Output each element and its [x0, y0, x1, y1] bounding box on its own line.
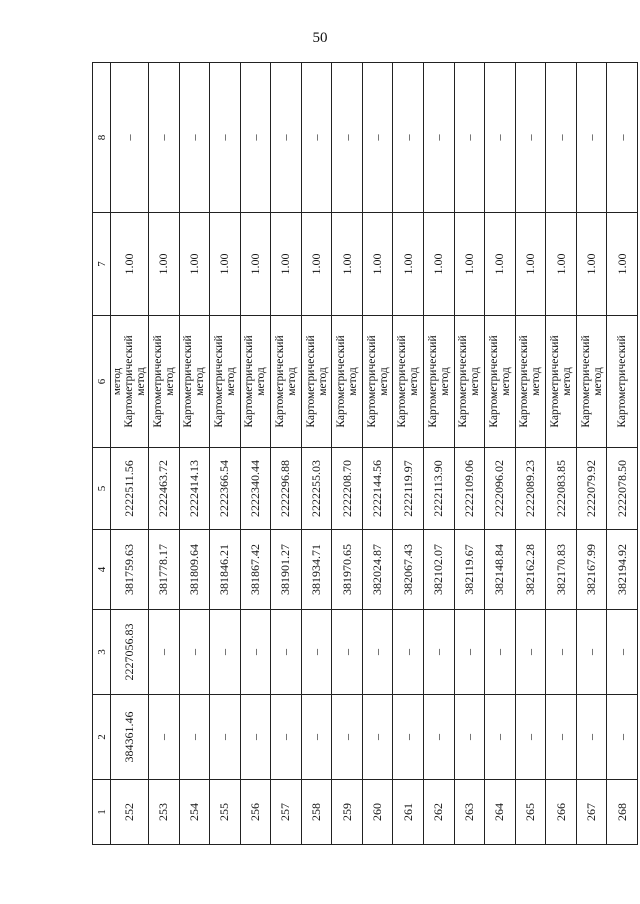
method-text: Картометрический метод [273, 335, 298, 428]
table-cell-y1: – [362, 610, 393, 695]
table-cell-accuracy: 1.00 [148, 213, 179, 316]
table-row [515, 63, 546, 845]
method-text: Картометрический метод [549, 335, 574, 428]
table-cell-n: 265 [515, 780, 546, 845]
table-cell-method [362, 316, 393, 448]
table-cell-note: – [546, 63, 577, 213]
table-cell-method [240, 316, 271, 448]
table-cell-x1: – [332, 695, 363, 780]
method-text: Картометрический метод [457, 335, 482, 428]
table-cell-n: 253 [148, 780, 179, 845]
table-cell-accuracy: 1.00 [210, 213, 241, 316]
table-cell-x: 382148.84 [485, 530, 516, 610]
table-cell-y: 2222083.85 [546, 448, 577, 530]
table-cell-y: 2222366.54 [210, 448, 241, 530]
table-cell-n: 257 [271, 780, 302, 845]
table-cell-x: 382167.99 [576, 530, 607, 610]
coordinates-table [92, 62, 638, 845]
table-cell-accuracy: 1.00 [240, 213, 271, 316]
table-cell-n: 263 [454, 780, 485, 845]
header-cell: 8 [93, 63, 111, 213]
method-text: Картометрический метод [151, 335, 176, 428]
table-cell-method [148, 316, 179, 448]
table-cell-note: – [485, 63, 516, 213]
header-cell: 4 [93, 530, 111, 610]
table-row [424, 63, 455, 845]
table-cell-note: – [576, 63, 607, 213]
table-cell-note: – [240, 63, 271, 213]
table-cell-accuracy: 1.00 [576, 213, 607, 316]
table-cell-y1: – [148, 610, 179, 695]
header-cell: 3 [93, 610, 111, 695]
table-cell-x: 382170.83 [546, 530, 577, 610]
table-cell-y: 2222078.50 [607, 448, 638, 530]
table-cell-x: 381809.64 [179, 530, 210, 610]
table-cell-note: – [393, 63, 424, 213]
table-cell-method [424, 316, 455, 448]
table-cell-n: 256 [240, 780, 271, 845]
table-cell-x: 381778.17 [148, 530, 179, 610]
table-cell-n: 255 [210, 780, 241, 845]
table-cell-x1: – [393, 695, 424, 780]
table-row [111, 63, 149, 845]
table-cell-accuracy: 1.00 [424, 213, 455, 316]
table-cell-n: 267 [576, 780, 607, 845]
table-cell-y: 2222340.44 [240, 448, 271, 530]
table-row [271, 63, 302, 845]
table-cell-y: 2222296.88 [271, 448, 302, 530]
table-row [546, 63, 577, 845]
table-cell-n: 266 [546, 780, 577, 845]
table-cell-x1: – [576, 695, 607, 780]
table-cell-x: 381934.71 [301, 530, 332, 610]
table-cell-n: 252 [111, 780, 149, 845]
table-cell-x: 381867.42 [240, 530, 271, 610]
table-cell-y: 2222144.56 [362, 448, 393, 530]
table-cell-y: 2222255.03 [301, 448, 332, 530]
table-cell-x1: – [515, 695, 546, 780]
table-cell-method [332, 316, 363, 448]
table-cell-y: 2222096.02 [485, 448, 516, 530]
table-cell-x1: – [454, 695, 485, 780]
table-cell-accuracy: 1.00 [485, 213, 516, 316]
table-cell-x: 382119.67 [454, 530, 485, 610]
table-cell-y: 2222463.72 [148, 448, 179, 530]
table-row [576, 63, 607, 845]
table-cell-method [607, 316, 638, 448]
table-cell-note: – [271, 63, 302, 213]
table-cell-y1: – [301, 610, 332, 695]
table-cell-note: – [424, 63, 455, 213]
table-row [362, 63, 393, 845]
table-row [301, 63, 332, 845]
table-cell-x1: – [607, 695, 638, 780]
header-cell: 6 [93, 316, 111, 448]
table-cell-x1: – [424, 695, 455, 780]
table-cell-note: – [179, 63, 210, 213]
table-cell-method [301, 316, 332, 448]
table-cell-note: – [607, 63, 638, 213]
table-cell-x: 382067.43 [393, 530, 424, 610]
table-cell-note: – [148, 63, 179, 213]
table-cell-x: 381970.65 [332, 530, 363, 610]
method-text: Картометрический метод [579, 335, 604, 428]
table-cell-y1: – [607, 610, 638, 695]
method-text: Картометрический метод [426, 335, 451, 428]
table-row [240, 63, 271, 845]
method-text: Картометрический метод [396, 335, 421, 428]
header-cell: 1 [93, 780, 111, 845]
table-cell-note: – [332, 63, 363, 213]
rotated-table-container [92, 63, 638, 845]
table-cell-y: 2222109.06 [454, 448, 485, 530]
method-text: Картометрический [616, 335, 629, 428]
method-text: Картометрический метод [304, 335, 329, 428]
table-cell-accuracy: 1.00 [179, 213, 210, 316]
table-cell-y: 2222113.90 [424, 448, 455, 530]
table-cell-n: 259 [332, 780, 363, 845]
header-cell: 7 [93, 213, 111, 316]
table-cell-accuracy: 1.00 [607, 213, 638, 316]
method-text: Картометрический метод [182, 335, 207, 428]
method-text: Картометрический метод [335, 335, 360, 428]
header-cell: 2 [93, 695, 111, 780]
table-cell-y1: 2227056.83 [111, 610, 149, 695]
table-cell-x1: – [240, 695, 271, 780]
table-row [210, 63, 241, 845]
table-cell-accuracy: 1.00 [332, 213, 363, 316]
table-cell-method [111, 316, 149, 448]
table-cell-x1: – [148, 695, 179, 780]
table-cell-y1: – [332, 610, 363, 695]
table-cell-note: – [515, 63, 546, 213]
table-cell-y: 2222119.97 [393, 448, 424, 530]
table-cell-accuracy: 1.00 [454, 213, 485, 316]
table-cell-method [210, 316, 241, 448]
table-cell-n: 260 [362, 780, 393, 845]
table-cell-method [546, 316, 577, 448]
page-number: 50 [312, 30, 328, 46]
table-row [485, 63, 516, 845]
table-cell-accuracy: 1.00 [301, 213, 332, 316]
table-cell-y1: – [515, 610, 546, 695]
table-row [179, 63, 210, 845]
table-cell-x: 382162.28 [515, 530, 546, 610]
method-text: Картометрический метод [122, 335, 147, 428]
table-cell-x: 382024.87 [362, 530, 393, 610]
table-cell-y1: – [546, 610, 577, 695]
table-cell-x: 381901.27 [271, 530, 302, 610]
table-cell-y1: – [424, 610, 455, 695]
table-cell-method [485, 316, 516, 448]
table-cell-accuracy: 1.00 [111, 213, 149, 316]
method-text: Картометрический метод [518, 335, 543, 428]
method-text: Картометрический метод [212, 335, 237, 428]
table-cell-y: 2222414.13 [179, 448, 210, 530]
table-cell-x: 382194.92 [607, 530, 638, 610]
table-cell-y1: – [454, 610, 485, 695]
table-cell-method [393, 316, 424, 448]
table-cell-x: 381759.63 [111, 530, 149, 610]
table-cell-n: 254 [179, 780, 210, 845]
table-cell-accuracy: 1.00 [271, 213, 302, 316]
table-row [393, 63, 424, 845]
table-row [454, 63, 485, 845]
table-cell-y1: – [485, 610, 516, 695]
table-cell-y1: – [240, 610, 271, 695]
method-text: Картометрический метод [487, 335, 512, 428]
table-cell-y: 2222511.56 [111, 448, 149, 530]
table-cell-x1: 384361.46 [111, 695, 149, 780]
table-cell-n: 268 [607, 780, 638, 845]
table-cell-x1: – [271, 695, 302, 780]
table-cell-x1: – [362, 695, 393, 780]
table-cell-y1: – [576, 610, 607, 695]
table-cell-method [271, 316, 302, 448]
table-cell-x1: – [546, 695, 577, 780]
table-cell-x1: – [485, 695, 516, 780]
table-cell-n: 258 [301, 780, 332, 845]
table-cell-x: 381846.21 [210, 530, 241, 610]
table-cell-n: 264 [485, 780, 516, 845]
continuation-text: метод [110, 367, 123, 396]
header-row [93, 63, 111, 845]
method-text: Картометрический метод [243, 335, 268, 428]
table-row [332, 63, 363, 845]
table-cell-x: 382102.07 [424, 530, 455, 610]
table-cell-x1: – [210, 695, 241, 780]
table-cell-y: 2222208.70 [332, 448, 363, 530]
method-text: Картометрический метод [365, 335, 390, 428]
table-row [148, 63, 179, 845]
table-cell-y1: – [393, 610, 424, 695]
table-cell-accuracy: 1.00 [393, 213, 424, 316]
table-cell-x1: – [179, 695, 210, 780]
table-cell-method [515, 316, 546, 448]
table-cell-x1: – [301, 695, 332, 780]
table-cell-note: – [210, 63, 241, 213]
table-cell-note: – [301, 63, 332, 213]
table-cell-y1: – [179, 610, 210, 695]
table-cell-method [576, 316, 607, 448]
table-cell-accuracy: 1.00 [546, 213, 577, 316]
table-cell-accuracy: 1.00 [515, 213, 546, 316]
table-cell-accuracy: 1.00 [362, 213, 393, 316]
table-cell-n: 262 [424, 780, 455, 845]
table-cell-note: – [111, 63, 149, 213]
table-body [111, 63, 638, 845]
table-row [607, 63, 638, 845]
table-cell-y: 2222079.92 [576, 448, 607, 530]
table-cell-y: 2222089.23 [515, 448, 546, 530]
header-cell: 5 [93, 448, 111, 530]
table-cell-note: – [362, 63, 393, 213]
table-cell-method [454, 316, 485, 448]
table-cell-y1: – [271, 610, 302, 695]
table-cell-method [179, 316, 210, 448]
table-cell-y1: – [210, 610, 241, 695]
table-cell-n: 261 [393, 780, 424, 845]
table-cell-note: – [454, 63, 485, 213]
